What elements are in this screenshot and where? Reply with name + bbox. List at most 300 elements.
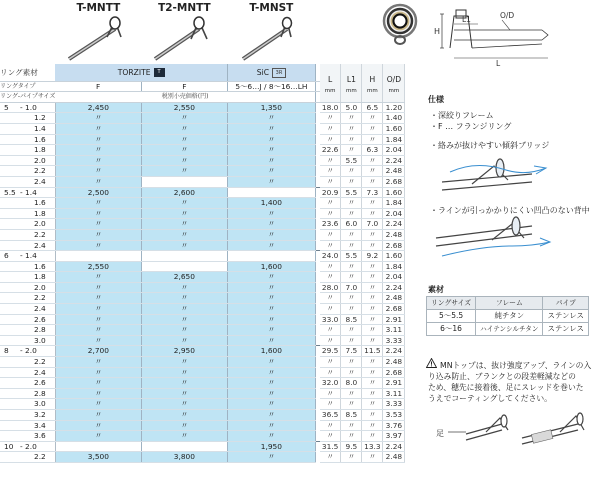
dimension-cell: 〃 bbox=[362, 388, 383, 399]
dimension-cell: 2.48 bbox=[383, 293, 405, 304]
price-cell bbox=[227, 187, 315, 198]
dimension-cell: 〃 bbox=[362, 399, 383, 410]
price-cell: 〃 bbox=[55, 304, 141, 315]
table-row bbox=[0, 145, 405, 156]
dimension-cell: 2.48 bbox=[383, 229, 405, 240]
price-cell: 〃 bbox=[227, 304, 315, 315]
dimension-cell: 〃 bbox=[320, 155, 341, 166]
ring-pipe-size: 2.0 bbox=[0, 219, 55, 230]
dimension-cell: 〃 bbox=[320, 261, 341, 272]
price-cell: 〃 bbox=[141, 314, 227, 325]
ring-pipe-size: 3.0 bbox=[0, 335, 55, 346]
price-cell: 〃 bbox=[227, 420, 315, 431]
dimension-cell: 2.91 bbox=[383, 378, 405, 389]
dimension-cell: 〃 bbox=[341, 123, 362, 134]
guide-image-t-mntt bbox=[55, 15, 141, 64]
dimension-cell: 〃 bbox=[320, 240, 341, 251]
dimension-cell: 〃 bbox=[362, 166, 383, 177]
dimension-cell: 5.5 bbox=[341, 251, 362, 262]
price-cell bbox=[55, 441, 141, 452]
note-line: うえでコーティングしてください。 bbox=[428, 394, 552, 403]
dimension-cell: 〃 bbox=[341, 388, 362, 399]
ring-pipe-size: 2.8 bbox=[0, 325, 55, 336]
table-row bbox=[0, 208, 405, 219]
guide-image-t2-mntt bbox=[141, 15, 227, 64]
spec-title: 仕様 bbox=[428, 95, 444, 104]
dimension-cell: 〃 bbox=[341, 325, 362, 336]
dim-header-od: O/D mm bbox=[383, 64, 405, 103]
ring-pipe-size: 1.8 bbox=[0, 208, 55, 219]
dimension-cell: 2.48 bbox=[383, 357, 405, 368]
price-cell: 2,550 bbox=[55, 261, 141, 272]
price-note: 税別小売価格(円) bbox=[55, 92, 315, 103]
table-row bbox=[0, 282, 405, 293]
price-cell: 〃 bbox=[227, 367, 315, 378]
dimension-cell: 〃 bbox=[320, 325, 341, 336]
table-row bbox=[0, 441, 405, 452]
dimension-cell: 〃 bbox=[320, 198, 341, 209]
ring-pipe-size: 6 - 1.4 bbox=[0, 251, 55, 262]
price-cell: 1,600 bbox=[227, 261, 315, 272]
dimension-cell: 〃 bbox=[362, 420, 383, 431]
dimension-cell: 〃 bbox=[341, 240, 362, 251]
dimension-cell: 〃 bbox=[341, 176, 362, 187]
ring-pipe-size: 1.6 bbox=[0, 198, 55, 209]
dimension-cell: 〃 bbox=[362, 229, 383, 240]
price-cell: 〃 bbox=[141, 166, 227, 177]
price-cell: 2,550 bbox=[141, 102, 227, 113]
table-row bbox=[0, 410, 405, 421]
warning-icon bbox=[426, 358, 437, 368]
price-cell bbox=[141, 251, 227, 262]
dimension-cell: 2.68 bbox=[383, 240, 405, 251]
thread-coating-illustration bbox=[520, 412, 592, 446]
dim-label-od: O/D bbox=[500, 11, 515, 20]
ring-pipe-size: 3.0 bbox=[0, 399, 55, 410]
dimension-cell: 〃 bbox=[362, 431, 383, 442]
price-cell bbox=[141, 261, 227, 272]
table-row bbox=[0, 388, 405, 399]
price-cell: 2,700 bbox=[55, 346, 141, 357]
dimension-cell: 9.5 bbox=[341, 441, 362, 452]
material-title: 素材 bbox=[428, 285, 444, 294]
price-cell: 〃 bbox=[227, 399, 315, 410]
price-cell: 〃 bbox=[227, 431, 315, 442]
dimension-cell: 36.5 bbox=[320, 410, 341, 421]
dimension-cell: 〃 bbox=[320, 335, 341, 346]
price-cell: 〃 bbox=[227, 229, 315, 240]
dimension-cell: 〃 bbox=[362, 452, 383, 463]
dimension-cell: 〃 bbox=[320, 229, 341, 240]
dimension-cell: 2.68 bbox=[383, 176, 405, 187]
price-cell: 〃 bbox=[55, 293, 141, 304]
dimension-cell: 7.0 bbox=[362, 219, 383, 230]
price-cell: 2,950 bbox=[141, 346, 227, 357]
dimension-cell: 2.24 bbox=[383, 219, 405, 230]
dimension-cell: 〃 bbox=[320, 367, 341, 378]
dimension-cell: 1.84 bbox=[383, 261, 405, 272]
price-cell: 〃 bbox=[55, 282, 141, 293]
price-cell: 〃 bbox=[227, 166, 315, 177]
dimension-cell: 〃 bbox=[320, 176, 341, 187]
dimension-cell: 〃 bbox=[341, 261, 362, 272]
dimension-cell: 〃 bbox=[341, 145, 362, 156]
ring-pipe-size: 1.6 bbox=[0, 134, 55, 145]
dimension-cell: 2.04 bbox=[383, 272, 405, 283]
price-cell: 〃 bbox=[55, 145, 141, 156]
price-cell: 〃 bbox=[227, 155, 315, 166]
dimension-cell: 1.60 bbox=[383, 123, 405, 134]
dimension-cell: 9.2 bbox=[362, 251, 383, 262]
material-cell: 6～16 bbox=[427, 323, 476, 336]
dimension-cell: 〃 bbox=[362, 367, 383, 378]
table-row bbox=[0, 304, 405, 315]
dimension-cell: 〃 bbox=[341, 113, 362, 124]
price-cell: 〃 bbox=[141, 198, 227, 209]
ring-pipe-size: 2.0 bbox=[0, 155, 55, 166]
price-cell: 〃 bbox=[141, 325, 227, 336]
dimension-cell: 〃 bbox=[320, 113, 341, 124]
dimension-cell: 〃 bbox=[341, 420, 362, 431]
price-cell: 〃 bbox=[227, 357, 315, 368]
price-cell: 〃 bbox=[55, 166, 141, 177]
price-cell: 〃 bbox=[141, 145, 227, 156]
dimension-cell: 〃 bbox=[341, 293, 362, 304]
price-cell bbox=[141, 176, 227, 187]
ring-type-label: リングタイプ bbox=[0, 81, 55, 92]
price-cell: 2,450 bbox=[55, 102, 141, 113]
price-cell: 1,350 bbox=[227, 102, 315, 113]
price-cell: 〃 bbox=[227, 335, 315, 346]
dimension-cell: 〃 bbox=[362, 293, 383, 304]
dimension-cell: 〃 bbox=[341, 367, 362, 378]
material-cell: 5～5.5 bbox=[427, 310, 476, 323]
ring-pipe-size: 2.2 bbox=[0, 229, 55, 240]
dimension-cell: 1.84 bbox=[383, 198, 405, 209]
price-cell: 1,400 bbox=[227, 198, 315, 209]
dimension-cell: 7.5 bbox=[341, 346, 362, 357]
table-row bbox=[0, 155, 405, 166]
price-cell: 〃 bbox=[227, 272, 315, 283]
dimension-cell: 33.0 bbox=[320, 314, 341, 325]
material-table bbox=[426, 296, 589, 336]
table-row bbox=[0, 399, 405, 410]
dimension-cell: 32.0 bbox=[320, 378, 341, 389]
dimension-cell: 〃 bbox=[341, 134, 362, 145]
dimension-cell: 5.5 bbox=[341, 187, 362, 198]
dimension-cell: 20.9 bbox=[320, 187, 341, 198]
ring-pipe-size: 2.2 bbox=[0, 293, 55, 304]
price-cell: 〃 bbox=[55, 367, 141, 378]
material-cell: ステンレス bbox=[543, 323, 589, 336]
dimension-cell: 〃 bbox=[341, 208, 362, 219]
dimension-cell: 31.5 bbox=[320, 441, 341, 452]
ring-pipe-size: 1.8 bbox=[0, 145, 55, 156]
dimension-cell: 1.60 bbox=[383, 251, 405, 262]
table-row bbox=[0, 198, 405, 209]
ring-pipe-size: 2.6 bbox=[0, 314, 55, 325]
price-cell: 〃 bbox=[141, 388, 227, 399]
dimension-cell: 〃 bbox=[341, 198, 362, 209]
table-row bbox=[0, 335, 405, 346]
table-row bbox=[0, 314, 405, 325]
ring-pipe-size: 2.4 bbox=[0, 176, 55, 187]
note-line: ため、穂先に接着後、足にスレッドを巻いた bbox=[428, 383, 584, 392]
price-cell: 〃 bbox=[141, 229, 227, 240]
price-cell: 〃 bbox=[141, 282, 227, 293]
price-cell: 〃 bbox=[141, 378, 227, 389]
price-cell: 2,500 bbox=[55, 187, 141, 198]
dimension-cell: 13.3 bbox=[362, 441, 383, 452]
dimension-cell: 〃 bbox=[362, 176, 383, 187]
dimension-cell: 〃 bbox=[362, 272, 383, 283]
dimension-cell: 28.0 bbox=[320, 282, 341, 293]
material-cell: ステンレス bbox=[543, 310, 589, 323]
spec-item: ・F … フランジリング bbox=[430, 122, 512, 131]
price-cell: 〃 bbox=[227, 410, 315, 421]
price-cell: 〃 bbox=[227, 282, 315, 293]
table-row bbox=[0, 420, 405, 431]
price-cell: 〃 bbox=[55, 378, 141, 389]
ring-pipe-size-label: リング-パイプサイズ bbox=[0, 92, 55, 103]
dimension-cell: 7.3 bbox=[362, 187, 383, 198]
price-cell: 〃 bbox=[227, 134, 315, 145]
dimension-cell: 29.5 bbox=[320, 346, 341, 357]
dimension-cell: 6.0 bbox=[341, 219, 362, 230]
dimension-cell: 〃 bbox=[341, 452, 362, 463]
dimension-cell: 1.40 bbox=[383, 113, 405, 124]
dimension-cell: 8.5 bbox=[341, 314, 362, 325]
ring-pipe-size: 10 - 2.0 bbox=[0, 441, 55, 452]
ring-pipe-size: 1.2 bbox=[0, 113, 55, 124]
price-cell: 〃 bbox=[141, 304, 227, 315]
table-row bbox=[0, 346, 405, 357]
dimension-cell: 22.6 bbox=[320, 145, 341, 156]
bridge-illustration bbox=[436, 154, 556, 200]
price-cell: 3,500 bbox=[55, 452, 141, 463]
foot-label: 足 bbox=[436, 429, 444, 438]
material-cell: ハイテンシルチタン bbox=[476, 323, 543, 336]
price-cell: 〃 bbox=[227, 113, 315, 124]
table-row bbox=[0, 219, 405, 230]
price-cell: 〃 bbox=[55, 208, 141, 219]
table-row bbox=[0, 176, 405, 187]
price-cell: 2,600 bbox=[141, 187, 227, 198]
price-cell: 〃 bbox=[55, 155, 141, 166]
dimension-cell: 〃 bbox=[341, 166, 362, 177]
price-cell: 〃 bbox=[55, 314, 141, 325]
line-snag-illustration bbox=[432, 216, 556, 260]
price-cell: 〃 bbox=[141, 293, 227, 304]
price-cell: 〃 bbox=[141, 420, 227, 431]
dimension-cell: 〃 bbox=[341, 399, 362, 410]
dimension-cell: 2.04 bbox=[383, 208, 405, 219]
material-cell: 純チタン bbox=[476, 310, 543, 323]
dimension-cell: 7.0 bbox=[341, 282, 362, 293]
dimension-cell: 6.5 bbox=[362, 102, 383, 113]
price-cell: 3,800 bbox=[141, 452, 227, 463]
ring-pipe-size: 5.5 - 1.4 bbox=[0, 187, 55, 198]
table-row bbox=[0, 134, 405, 145]
dimension-cell: 〃 bbox=[320, 208, 341, 219]
table-row bbox=[0, 229, 405, 240]
price-cell: 〃 bbox=[55, 123, 141, 134]
price-cell: 〃 bbox=[141, 155, 227, 166]
table-row bbox=[0, 293, 405, 304]
dimension-cell: 〃 bbox=[320, 357, 341, 368]
dimension-cell: 5.5 bbox=[341, 155, 362, 166]
dim-header-h: H mm bbox=[362, 64, 383, 103]
ring-type: 5～6…J / 8～16…LH bbox=[227, 81, 315, 92]
price-cell: 〃 bbox=[141, 357, 227, 368]
dimension-cell: 〃 bbox=[341, 229, 362, 240]
dimension-cell: 2.68 bbox=[383, 367, 405, 378]
ring-guide-top-view bbox=[378, 2, 424, 48]
dimension-cell: 〃 bbox=[341, 304, 362, 315]
dimension-cell: 2.91 bbox=[383, 314, 405, 325]
price-cell: 〃 bbox=[141, 123, 227, 134]
table-row bbox=[0, 113, 405, 124]
ring-pipe-size: 3.4 bbox=[0, 420, 55, 431]
price-cell: 〃 bbox=[227, 145, 315, 156]
ring-material-label: リング素材 bbox=[0, 64, 55, 82]
table-row bbox=[0, 102, 405, 113]
material-header: パイプ bbox=[543, 297, 589, 310]
price-cell: 2,650 bbox=[141, 272, 227, 283]
price-cell bbox=[55, 251, 141, 262]
price-cell: 〃 bbox=[55, 198, 141, 209]
price-cell bbox=[141, 441, 227, 452]
dimension-cell: 2.68 bbox=[383, 304, 405, 315]
dimension-cell: 〃 bbox=[341, 335, 362, 346]
dim-header-l1: L1 mm bbox=[341, 64, 362, 103]
price-cell: 〃 bbox=[141, 134, 227, 145]
dimension-cell: 2.24 bbox=[383, 346, 405, 357]
table-row bbox=[0, 325, 405, 336]
dimension-cell: 〃 bbox=[320, 304, 341, 315]
price-cell: 〃 bbox=[141, 219, 227, 230]
ring-pipe-size: 5 - 1.0 bbox=[0, 102, 55, 113]
dimension-cell: 1.60 bbox=[383, 187, 405, 198]
material-header: フレーム bbox=[476, 297, 543, 310]
dimension-cell: 〃 bbox=[320, 420, 341, 431]
dimension-cell: 3.33 bbox=[383, 399, 405, 410]
ring-pipe-size: 1.6 bbox=[0, 261, 55, 272]
price-cell: 〃 bbox=[55, 240, 141, 251]
guide-image-t-mnst bbox=[227, 15, 315, 64]
price-cell: 〃 bbox=[55, 229, 141, 240]
price-cell: 〃 bbox=[141, 240, 227, 251]
price-cell: 〃 bbox=[227, 208, 315, 219]
dimension-cell: 11.5 bbox=[362, 346, 383, 357]
price-cell: 1,950 bbox=[227, 441, 315, 452]
dimension-cell: 2.24 bbox=[383, 155, 405, 166]
dimension-cell: 〃 bbox=[320, 399, 341, 410]
price-cell: 〃 bbox=[227, 314, 315, 325]
ring-type: F bbox=[141, 81, 227, 92]
price-cell: 〃 bbox=[55, 219, 141, 230]
ring-pipe-size: 2.6 bbox=[0, 378, 55, 389]
note-line: MNトップは、抜け強度アップ、ラインの入 bbox=[440, 361, 592, 370]
dimension-cell: 2.04 bbox=[383, 145, 405, 156]
dimension-cell: 〃 bbox=[362, 208, 383, 219]
foot-illustration bbox=[446, 414, 516, 446]
dimension-cell: 8.0 bbox=[341, 378, 362, 389]
dimension-cell: 〃 bbox=[320, 388, 341, 399]
dimension-cell: 8.5 bbox=[341, 410, 362, 421]
dim-label-l: L bbox=[496, 59, 501, 68]
dimension-cell: 〃 bbox=[362, 335, 383, 346]
price-cell: 〃 bbox=[227, 378, 315, 389]
dimension-cell: 24.0 bbox=[320, 251, 341, 262]
price-cell: 〃 bbox=[141, 367, 227, 378]
dimension-cell: 1.84 bbox=[383, 134, 405, 145]
dimension-cell: 〃 bbox=[362, 378, 383, 389]
dim-label-l1: L1 bbox=[462, 15, 471, 24]
dimension-cell: 〃 bbox=[362, 123, 383, 134]
table-row bbox=[0, 357, 405, 368]
table-row bbox=[0, 452, 405, 463]
dimension-cell: 〃 bbox=[362, 113, 383, 124]
ring-pipe-size: 8 - 2.0 bbox=[0, 346, 55, 357]
table-row bbox=[0, 166, 405, 177]
product-spec-table bbox=[0, 2, 405, 463]
price-cell: 〃 bbox=[227, 219, 315, 230]
ring-pipe-size: 2.2 bbox=[0, 166, 55, 177]
ring-pipe-size: 2.0 bbox=[0, 282, 55, 293]
price-cell: 〃 bbox=[141, 410, 227, 421]
ring-pipe-size: 2.4 bbox=[0, 240, 55, 251]
dimension-cell: 5.0 bbox=[341, 102, 362, 113]
dimension-cell: 3.53 bbox=[383, 410, 405, 421]
spec-item: ・深絞りフレーム bbox=[430, 111, 494, 120]
dimension-cell: 2.24 bbox=[383, 441, 405, 452]
price-cell: 〃 bbox=[141, 208, 227, 219]
ring-pipe-size: 2.4 bbox=[0, 304, 55, 315]
torzite-material: TORZITE T bbox=[55, 64, 227, 82]
table-row bbox=[0, 251, 405, 262]
dimension-cell: 〃 bbox=[362, 134, 383, 145]
price-cell: 〃 bbox=[227, 325, 315, 336]
note-line: り込み防止、ブランクとの段差軽減などの bbox=[428, 372, 576, 381]
dimension-cell: 〃 bbox=[362, 282, 383, 293]
dimension-cell: 〃 bbox=[362, 357, 383, 368]
price-cell: 〃 bbox=[55, 357, 141, 368]
price-cell: 〃 bbox=[227, 388, 315, 399]
table-row bbox=[0, 240, 405, 251]
price-cell bbox=[227, 251, 315, 262]
ring-pipe-size: 3.6 bbox=[0, 431, 55, 442]
price-cell: 〃 bbox=[141, 335, 227, 346]
dimension-cell: 〃 bbox=[320, 431, 341, 442]
dimension-cell: 〃 bbox=[320, 452, 341, 463]
price-cell: 〃 bbox=[227, 293, 315, 304]
price-cell: 〃 bbox=[227, 176, 315, 187]
dimension-cell: 6.3 bbox=[362, 145, 383, 156]
product-name: T2-MNTT bbox=[158, 2, 211, 14]
price-cell: 〃 bbox=[55, 410, 141, 421]
dimension-cell: 2.48 bbox=[383, 452, 405, 463]
product-name: T-MNTT bbox=[76, 2, 121, 14]
dimension-cell: 3.97 bbox=[383, 431, 405, 442]
dimension-cell: 〃 bbox=[320, 134, 341, 145]
price-cell: 〃 bbox=[55, 388, 141, 399]
dimension-cell: 〃 bbox=[320, 123, 341, 134]
bridge-note: ・絡みが抜けやすい傾斜ブリッジ bbox=[430, 141, 550, 150]
dim-label-h: H bbox=[434, 27, 441, 36]
price-cell: 〃 bbox=[55, 272, 141, 283]
dimension-diagram bbox=[432, 2, 562, 68]
